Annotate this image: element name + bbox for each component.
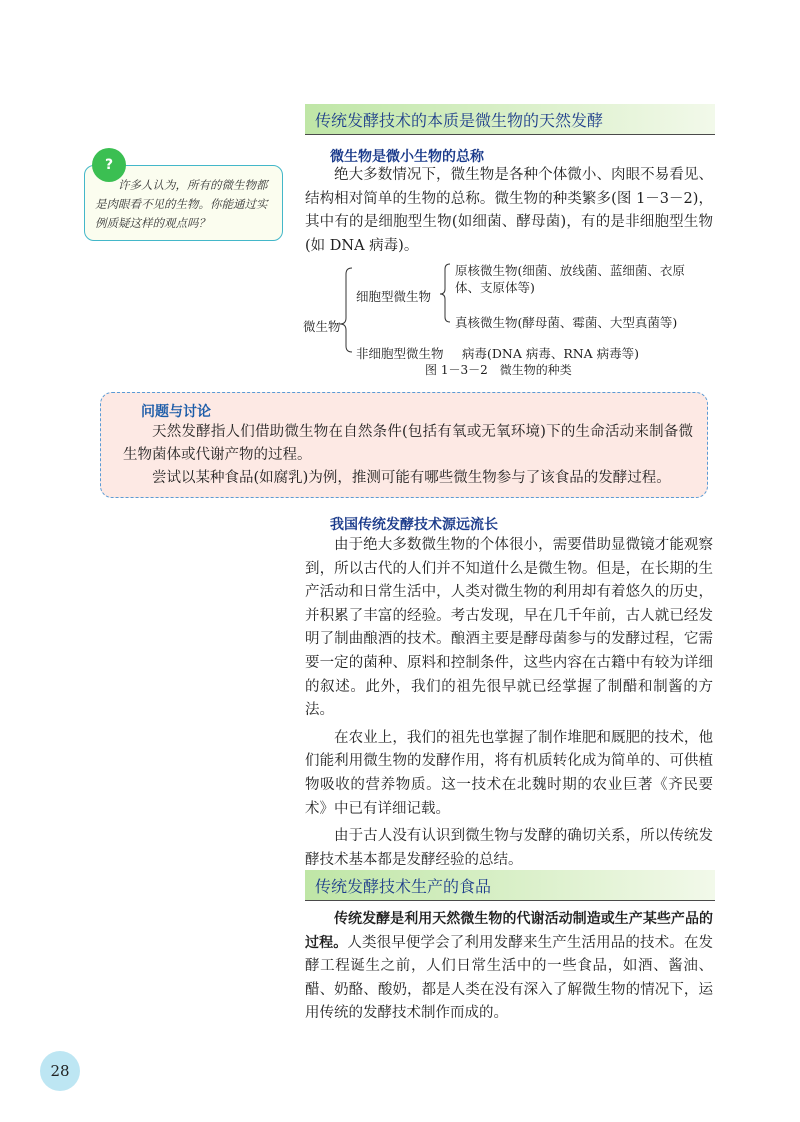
figure-caption: 图 1－3－2 微生物的种类 [425,363,572,377]
discussion-paragraph-1: 天然发酵指人们借助微生物在自然条件(包括有氧或无氧环境)下的生命活动来制备微生物菌体或代谢产物的过程。 [123,424,693,463]
subsection-2-paragraph-1: 由于绝大多数微生物的个体很小，需要借助显微镜才能观察到，所以古代的人们并不知道什么是微生物。但是，在长期的生产活动和日常生活中，人类对微生物的利用却有着悠久的历史，并积累了丰富的经验。考古发现，早在几千年前，古人就已经发明了制曲酿酒的技术。酿酒主要是酵母菌参与的发酵过程，它需要一定的菌种、原料和控制条件，这些内容在古籍中有较为详细的叙述。此外，我们的祖先很早就已经掌握了制醋和制酱的方法。 [305,537,713,719]
tree-cellular: 细胞型微生物 [356,289,432,304]
subsection-2-paragraph-2: 在农业上，我们的祖先也掌握了制作堆肥和厩肥的技术，他们能利用微生物的发酵作用，将有机质转化成为简单的、可供植物吸收的营养物质。这一技术在北魏时期的农业巨著《齐民要术》中已有详细记载。 [305,729,713,817]
section-header-2 [305,870,715,901]
subsection-2-paragraph-3: 由于古人没有认识到微生物与发酵的确切关系，所以传统发酵技术基本都是发酵经验的总结。 [305,828,713,868]
section-2-rest: 人类很早便学会了利用发酵来生产生活用品的技术。在发酵工程诞生之前，人们日常生活中的一些食品，如酒、酱油、醋、奶酪、酸奶，都是人类在没有深入了解微生物的情况下，运用传统的发酵技术制作而成的。 [305,934,713,1022]
tree-eukaryote: 真核微生物(酵母菌、霉菌、大型真菌等) [455,315,678,330]
section-header-2-text: 传统发酵技术生产的食品 [315,877,492,896]
discussion-body [123,421,693,490]
section-2-body [305,908,713,1026]
tree-noncellular: 非细胞型微生物 [356,346,444,361]
discussion-box [100,392,708,498]
page-number: 28 [40,1051,80,1091]
section-2-paragraph [305,908,713,1026]
section-header-1-text: 传统发酵技术的本质是微生物的天然发酵 [315,111,604,130]
subsection-title-2: 我国传统发酵技术源远流长 [330,517,498,533]
question-bubble-icon: ? [92,148,126,182]
discussion-title: 问题与讨论 [141,404,211,420]
sub-brace-icon [440,264,450,322]
side-note-text: 许多人认为，所有的微生物都是肉眼看不见的生物。你能通过实例质疑这样的观点吗？ [95,178,268,230]
section-2-bold-lead: 传统发酵是利用天然微生物的代谢活动制造或生产某些产品的过程。 [305,911,713,951]
subsection-title-1: 微生物是微小生物的总称 [330,149,484,165]
tree-prokaryote: 原核微生物(细菌、放线菌、蓝细菌、衣原体、支原体等) [455,263,685,295]
main-brace-icon [340,268,352,352]
tree-braces [0,0,800,380]
tree-virus: 病毒(DNA 病毒、RNA 病毒等) [462,346,640,361]
subsection-2-body [305,534,713,872]
subsection-1-paragraph: 绝大多数情况下，微生物是各种个体微小、肉眼不易看见、结构相对简单的生物的总称。微生物的种类繁多(图 1－3－2)，其中有的是细胞型生物(如细菌、酵母菌)，有的是非细胞型生物(如 DNA 病毒)。 [305,167,713,254]
discussion-paragraph-2: 尝试以某种食品(如腐乳)为例，推测可能有哪些微生物参与了该食品的发酵过程。 [152,470,671,486]
tree-root: 微生物 [303,319,341,334]
